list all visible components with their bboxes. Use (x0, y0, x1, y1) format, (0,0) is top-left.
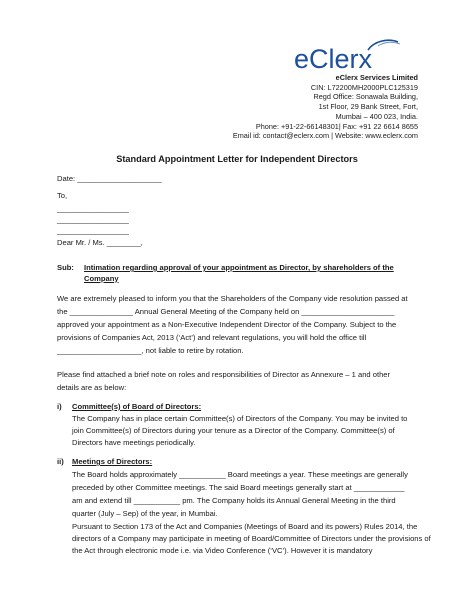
paragraph-1-line-4: provisions of Companies Act, 2013 (‘Act’) and relevant regulations, you will hold the office till (57, 333, 367, 342)
section-2-line-6: directors of a Company may participate in meeting of Board/Committee of Directors under the provisions of (72, 534, 431, 543)
date-line: Date: ____________________ (57, 174, 162, 183)
salutation: Dear Mr. / Ms. ________, (57, 238, 143, 247)
address-blank-3: _________________ (57, 226, 129, 235)
address-blank-2: _________________ (57, 215, 129, 224)
address-blank-1: _________________ (57, 204, 129, 213)
paragraph-1-line-5: ____________________, not liable to retire by rotation. (57, 346, 244, 355)
eclerx-logo (292, 38, 420, 74)
section-1-line-2: join Committee(s) of Directors during your tenure as a Director of the Company. Committee(s) of (72, 426, 395, 435)
section-2-line-4: quarter (July – Sep) of the year, in Mumbai. (72, 509, 218, 518)
section-2-heading: Meetings of Directors: (72, 457, 153, 466)
section-2-line-7: the Act through electronic mode i.e. via Video Conference (‘VC’). However it is mandatory (72, 546, 373, 555)
address-line-1: Regd Office: Sonawala Building, (313, 92, 418, 102)
phone-fax: Phone: +91-22-66148301| Fax: +91 22 6614 8655 (255, 121, 418, 131)
company-name: eClerx Services Limited (335, 73, 418, 82)
address-line-2: 1st Floor, 29 Bank Street, Fort, (318, 102, 418, 112)
letter-title: Standard Appointment Letter for Independent Directors (116, 154, 358, 164)
section-2-line-2: preceded by other Committee meetings. The said Board meetings generally start at ____________ (72, 483, 405, 492)
company-cin: CIN: L72200MH2000PLC125319 (310, 82, 418, 92)
section-2-line-3: am and extend till ___________ pm. The Company holds its Annual General Meeting in the third (72, 496, 396, 505)
logo-text: eClerx (294, 44, 373, 74)
section-2-number: ii) (57, 457, 64, 466)
subject-text: Intimation regarding approval of your appointment as Director, by shareholders of the Company (84, 263, 394, 283)
to-label: To, (57, 191, 68, 200)
paragraph-1-line-3: approved your appointment as a Non-Executive Independent Director of the Company. Subject to the (57, 320, 397, 329)
paragraph-1-line-1: We are extremely pleased to inform you that the Shareholders of the Company vide resolution passed at (57, 294, 408, 303)
logo-graphic (292, 38, 420, 74)
section-2-line-5: Pursuant to Section 173 of the Act and Companies (Meetings of Board and its powers) Rules 2014, the (72, 522, 418, 531)
company-details (233, 73, 418, 141)
section-1-heading: Committee(s) of Board of Directors: (72, 402, 202, 411)
section-2-line-1: The Board holds approximately ___________ Board meetings a year. These meetings are generally (72, 470, 408, 479)
section-1-line-1: The Company has in place certain Committee(s) of Directors of the Company. You may be invited to (72, 414, 408, 423)
paragraph-2-line-1: Please find attached a brief note on roles and responsibilities of Director as Annexure – 1 and other (57, 370, 391, 379)
subject-label: Sub: (57, 263, 74, 272)
paragraph-2-line-2: details are as below: (57, 383, 127, 392)
paragraph-1-line-2: the _______________ Annual General Meeting of the Company held on ______________________ (57, 307, 395, 316)
address-line-3: Mumbai – 400 023, India. (335, 111, 418, 121)
section-1-line-3: Directors have meetings periodically. (72, 438, 196, 447)
section-1-number: i) (57, 402, 62, 411)
email-website: Email id: contact@eclerx.com | Website: www.eclerx.com (232, 131, 418, 141)
